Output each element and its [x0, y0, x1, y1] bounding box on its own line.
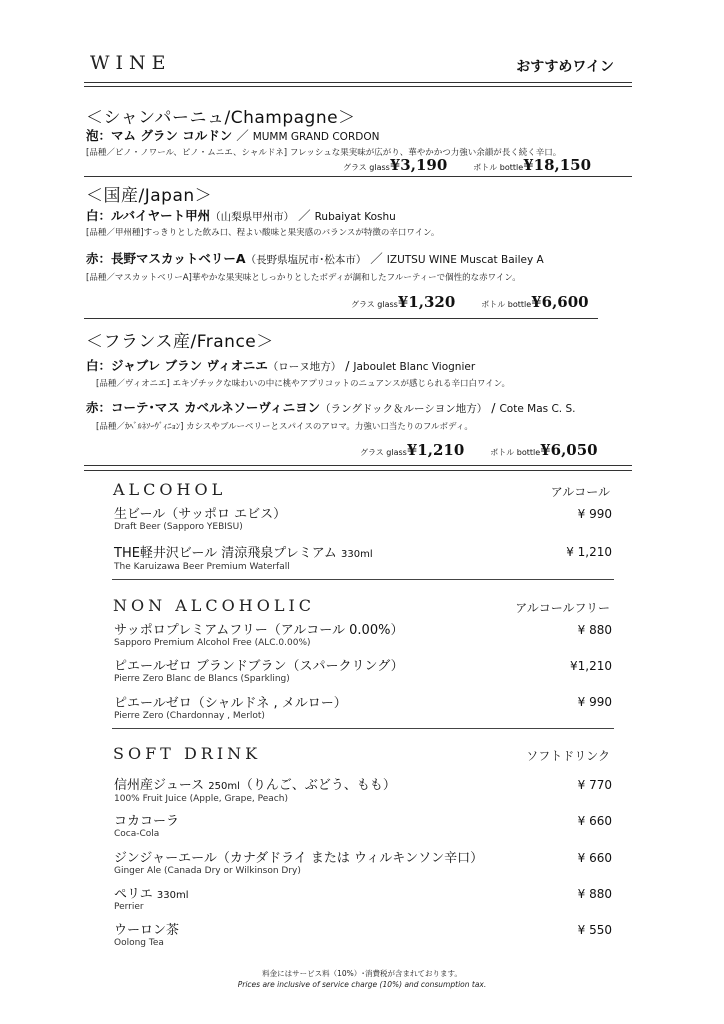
- drink-name-main: THE軽井沢ビール 清涼飛泉プレミアム: [114, 546, 337, 561]
- drink-price: ¥ 880: [577, 623, 612, 637]
- non-alcoholic-title-jp: アルコールフリー: [515, 601, 610, 615]
- japan-white-en: Rubaiyat Koshu: [314, 211, 396, 223]
- france-red-sep: /: [487, 400, 500, 415]
- champagne-bottle-price: ¥18,150: [523, 156, 592, 174]
- drink-name-en: Draft Beer (Sapporo YEBISU): [114, 522, 243, 532]
- france-white-sep: /: [341, 358, 354, 373]
- header-divider-bottom: [84, 86, 632, 87]
- drink-price: ¥ 770: [577, 778, 612, 792]
- drink-price: ¥ 660: [577, 851, 612, 865]
- drink-price: ¥1,210: [570, 659, 612, 673]
- japan-bottle-price: ¥6,600: [531, 293, 589, 311]
- footer-note-en: Prices are inclusive of service charge (10%) and consumption tax.: [237, 980, 487, 989]
- japan-white-description: [品種／甲州種]すっきりとした飲み口、程よい酸味と果実感のバランスが特徴の辛口ワイン。: [86, 228, 440, 238]
- japan-red-description: [品種／マスカットベリーA]華やかな果実味としっかりとしたボディが調和したフルーティーで個性的な赤ワイン。: [86, 273, 521, 283]
- drink-price: ¥ 660: [577, 814, 612, 828]
- champagne-divider: [84, 176, 632, 177]
- japan-red-prefix: 赤：: [86, 251, 112, 266]
- recommended-wine-label: おすすめワイン: [516, 59, 614, 75]
- drink-size: 330ml: [341, 549, 373, 560]
- drink-name: [114, 774, 396, 793]
- france-white-description: [品種／ヴィオニエ] エキゾチックな味わいの中に桃やアプリコットのニュアンスが感じられる辛口白ワイン。: [96, 379, 511, 389]
- drink-name-en: The Karuizawa Beer Premium Waterfall: [114, 562, 290, 572]
- drink-name-en: Ginger Ale (Canada Dry or Wilkinson Dry): [114, 866, 301, 876]
- japan-red-sep: ／: [366, 251, 387, 266]
- drink-size: 250ml: [208, 781, 240, 792]
- drink-name-main: ペリエ: [114, 887, 153, 902]
- france-white-en: Jaboulet Blanc Viognier: [353, 361, 476, 373]
- france-glass-label: グラス glass: [360, 448, 407, 457]
- alcohol-title-jp: アルコール: [550, 485, 610, 499]
- japan-bottle-label: ボトル bottle: [481, 300, 532, 309]
- soft-drink-title: SOFT DRINK: [113, 744, 262, 763]
- france-bottle-label: ボトル bottle: [490, 448, 541, 457]
- japan-white-prefix: 白：: [86, 208, 112, 223]
- alcohol-divider: [112, 579, 614, 580]
- champagne-item: [86, 126, 379, 144]
- drink-name-en: Sapporo Premium Alcohol Free (ALC.0.00%): [114, 638, 311, 648]
- france-glass-price: ¥1,210: [406, 441, 465, 459]
- france-white-prefix: 白：: [86, 358, 112, 373]
- japan-red-name: 長野マスカットベリーA: [111, 251, 246, 266]
- header-divider-top: [84, 82, 632, 83]
- france-red-prefix: 赤：: [86, 400, 112, 415]
- japan-red-en: IZUTSU WINE Muscat Bailey A: [386, 254, 544, 266]
- france-white-item: [86, 356, 475, 374]
- drink-name: [114, 883, 189, 902]
- drink-name: 生ビール（サッポロ エビス）: [114, 507, 287, 522]
- drink-price: ¥ 880: [577, 887, 612, 901]
- drink-price: ¥ 990: [577, 507, 612, 521]
- champagne-price-row: [343, 156, 591, 174]
- champagne-glass-label: グラス glass: [343, 163, 390, 172]
- drink-name-main: 信州産ジュース: [114, 778, 205, 793]
- drink-name: ウーロン茶: [114, 923, 180, 938]
- france-red-region: （ラングドック＆ルーシヨン地方）: [320, 403, 488, 415]
- france-red-description: [品種／ｶﾍﾞﾙﾈｿｰｳﾞｨﾆｮﾝ] カシスやブルーベリーとスパイスのアロマ。力強い口当たりのフルボディ。: [96, 422, 473, 432]
- wine-header: [84, 52, 632, 84]
- drink-name-extra: （りんご、ぶどう、もも）: [239, 778, 396, 793]
- champagne-section-title: ＜シャンパーニュ/Champagne＞: [86, 108, 356, 128]
- drink-price: ¥ 1,210: [566, 545, 612, 559]
- drink-name: ピエールゼロ ブランドブラン（スパークリング）: [114, 659, 404, 674]
- non-alcoholic-divider: [112, 728, 614, 729]
- drink-name-en: Pierre Zero (Chardonnay , Merlot): [114, 711, 265, 721]
- japan-price-row: [351, 293, 589, 311]
- japan-red-item: [86, 249, 544, 267]
- drink-name-en: Oolong Tea: [114, 938, 164, 948]
- drink-size: 330ml: [156, 890, 189, 901]
- france-red-name: コーテ･マス カベルネソーヴィニヨン: [111, 400, 321, 415]
- wine-end-divider-bottom: [84, 470, 632, 471]
- champagne-description: [品種／ピノ・ノワール、ピノ・ムニエ、シャルドネ] フレッシュな果実味が広がり、華やかかつ力強い余韻が長く続く辛口。: [86, 148, 562, 158]
- drink-name-en: Coca-Cola: [114, 829, 160, 839]
- alcohol-title: ALCOHOL: [113, 480, 227, 499]
- japan-white-sep: ／: [294, 208, 315, 223]
- japan-section-title: ＜国産/Japan＞: [86, 186, 213, 206]
- wine-title: WINE: [90, 52, 172, 74]
- france-red-item: [86, 398, 575, 416]
- champagne-bottle-label: ボトル bottle: [473, 163, 524, 172]
- drink-price: ¥ 550: [577, 923, 612, 937]
- drink-price: ¥ 990: [577, 695, 612, 709]
- champagne-name: マム グラン コルドン: [111, 128, 233, 143]
- drink-name: コカコーラ: [114, 814, 180, 829]
- champagne-glass-price: ¥3,190: [389, 156, 448, 174]
- drink-name: [114, 542, 373, 561]
- non-alcoholic-title: NON ALCOHOLIC: [113, 596, 315, 615]
- champagne-name-en: MUMM GRAND CORDON: [252, 131, 380, 143]
- japan-white-item: [86, 206, 396, 224]
- champagne-prefix: 泡：: [86, 128, 112, 143]
- france-white-region: （ローヌ地方）: [267, 361, 342, 373]
- japan-divider: [84, 318, 598, 319]
- drink-name-en: Pierre Zero Blanc de Blancs (Sparkling): [114, 674, 290, 684]
- japan-glass-label: グラス glass: [351, 300, 398, 309]
- wine-end-divider-top: [84, 465, 632, 466]
- drink-name-en: Perrier: [114, 902, 144, 912]
- japan-white-region: （山梨県甲州市）: [210, 211, 295, 223]
- france-red-en: Cote Mas C. S.: [499, 403, 576, 415]
- japan-glass-price: ¥1,320: [397, 293, 456, 311]
- japan-white-name: ルバイヤート甲州: [111, 208, 211, 223]
- champagne-sep: ／: [232, 128, 253, 143]
- drink-name: サッポロプレミアムフリー（アルコール 0.00%）: [114, 623, 404, 638]
- france-section-title: ＜フランス産/France＞: [86, 332, 274, 352]
- drink-name: ピエールゼロ（シャルドネ , メルロー）: [114, 696, 347, 711]
- footer-note-jp: 料金にはサービス料（10%）･消費税が含まれております。: [262, 969, 462, 978]
- soft-drink-title-jp: ソフトドリンク: [526, 749, 610, 763]
- france-white-name: ジャブレ ブラン ヴィオニエ: [111, 358, 268, 373]
- drink-name: ジンジャーエール（カナダドライ または ウィルキンソン辛口）: [114, 851, 484, 866]
- france-bottle-price: ¥6,050: [540, 441, 598, 459]
- drink-name-en: 100% Fruit Juice (Apple, Grape, Peach): [114, 794, 288, 804]
- japan-red-region: （長野県塩尻市･松本市）: [245, 254, 367, 266]
- france-price-row: [360, 441, 598, 459]
